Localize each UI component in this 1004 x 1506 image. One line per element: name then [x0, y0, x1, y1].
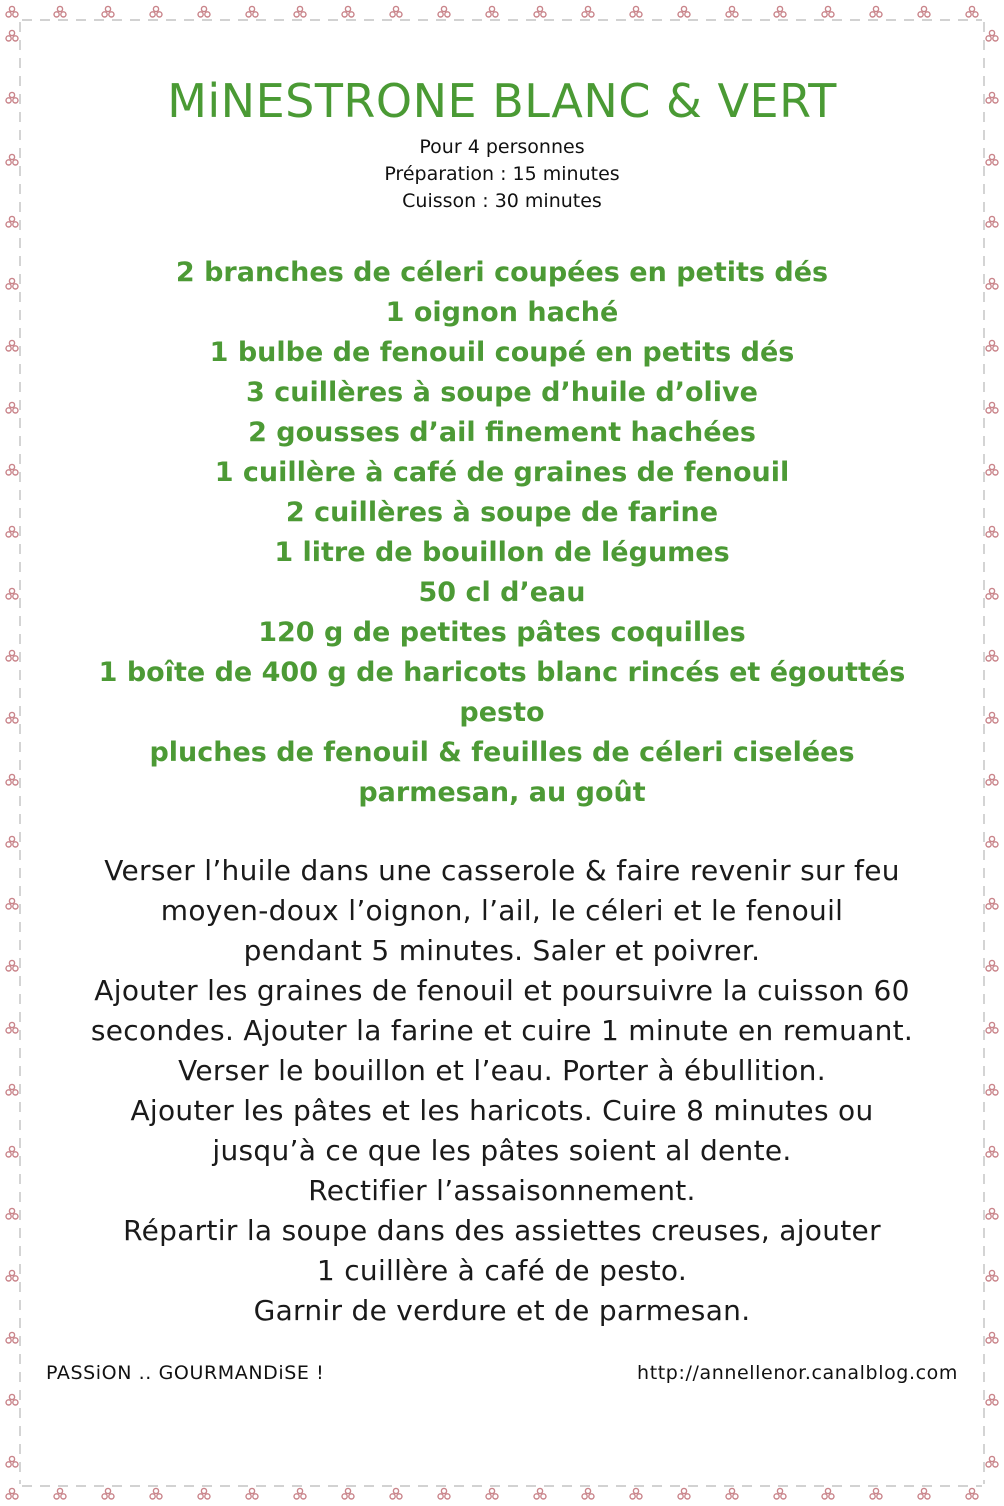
flower-cluster-icon [438, 1488, 450, 1499]
flower-cluster-icon [342, 1488, 354, 1499]
ingredients-list [40, 253, 964, 813]
step-line: Verser l’huile dans une casserole & faire revenir sur feu [104, 854, 900, 887]
flower-cluster-icon [150, 6, 162, 17]
step-line: Garnir de verdure et de parmesan. [253, 1294, 751, 1327]
step-line: Verser le bouillon et l’eau. Porter à ébullition. [178, 1054, 826, 1087]
recipe-card [40, 40, 964, 1466]
flower-cluster-icon [198, 6, 210, 17]
step-line: secondes. Ajouter la farine et cuire 1 minute en remuant. [90, 1014, 914, 1047]
flower-cluster-icon [986, 1270, 998, 1281]
flower-cluster-icon [774, 1488, 786, 1499]
flower-cluster-icon [774, 6, 786, 17]
flower-cluster-icon [6, 340, 18, 351]
flower-cluster-icon [986, 1146, 998, 1157]
flower-cluster-icon [986, 402, 998, 413]
flower-cluster-icon [6, 1208, 18, 1219]
blog-name: PASSiON .. GOURMANDiSE ! [46, 1362, 325, 1384]
flower-cluster-icon [6, 712, 18, 723]
servings-text: Pour 4 personnes [419, 136, 585, 158]
flower-cluster-icon [6, 154, 18, 165]
flower-cluster-icon [6, 1146, 18, 1157]
flower-cluster-icon [986, 712, 998, 723]
flower-cluster-icon [198, 1488, 210, 1499]
flower-cluster-icon [966, 1488, 978, 1499]
flower-cluster-icon [986, 464, 998, 475]
flower-cluster-icon [986, 960, 998, 971]
step-line: jusqu’à ce que les pâtes soient al dente. [212, 1134, 792, 1167]
ingredient-item: 2 gousses d’ail finement hachées [248, 417, 756, 448]
flower-cluster-icon [678, 6, 690, 17]
flower-cluster-icon [6, 1394, 18, 1405]
flower-cluster-icon [986, 92, 998, 103]
flower-cluster-icon [630, 1488, 642, 1499]
flower-cluster-icon [6, 526, 18, 537]
ingredient-item: 2 cuillères à soupe de farine [285, 497, 719, 528]
flower-cluster-icon [986, 526, 998, 537]
step-line: Rectifier l’assaisonnement. [308, 1174, 696, 1207]
flower-cluster-icon [726, 1488, 738, 1499]
flower-cluster-icon [986, 836, 998, 847]
flower-cluster-icon [102, 1488, 114, 1499]
flower-cluster-icon [294, 6, 306, 17]
recipe-title: MiNESTRONE BLANC & VERT [167, 74, 837, 128]
flower-cluster-icon [6, 836, 18, 847]
flower-cluster-icon [6, 92, 18, 103]
flower-cluster-icon [986, 1084, 998, 1095]
flower-cluster-icon [678, 1488, 690, 1499]
flower-cluster-icon [294, 1488, 306, 1499]
cooking-time: Cuisson : 30 minutes [402, 190, 602, 212]
flower-cluster-icon [246, 6, 258, 17]
flower-cluster-icon [486, 6, 498, 17]
flower-cluster-icon [102, 6, 114, 17]
flower-cluster-icon [870, 1488, 882, 1499]
flower-cluster-icon [582, 1488, 594, 1499]
flower-cluster-icon [534, 6, 546, 17]
flower-cluster-icon [582, 6, 594, 17]
ingredient-item: pluches de fenouil & feuilles de céleri ciselées [149, 737, 855, 768]
step-line: moyen-doux l’oignon, l’ail, le céleri et le fenouil [160, 894, 844, 927]
flower-cluster-icon [150, 1488, 162, 1499]
flower-cluster-icon [986, 588, 998, 599]
flower-cluster-icon [986, 650, 998, 661]
flower-cluster-icon [986, 30, 998, 41]
flower-cluster-icon [986, 1394, 998, 1405]
flower-cluster-icon [6, 402, 18, 413]
blog-url: http://annellenor.canalblog.com [637, 1362, 958, 1384]
flower-cluster-icon [246, 1488, 258, 1499]
ingredient-item: 2 branches de céleri coupées en petits dés [175, 257, 829, 288]
flower-cluster-icon [6, 216, 18, 227]
preparation-steps [40, 851, 964, 1331]
flower-cluster-icon [986, 1022, 998, 1033]
flower-cluster-icon [6, 960, 18, 971]
flower-cluster-icon [6, 650, 18, 661]
flower-cluster-icon [630, 6, 642, 17]
step-line: Ajouter les pâtes et les haricots. Cuire 8 minutes ou [130, 1094, 874, 1127]
flower-cluster-icon [6, 278, 18, 289]
flower-cluster-icon [486, 1488, 498, 1499]
flower-cluster-icon [986, 278, 998, 289]
flower-cluster-icon [986, 1456, 998, 1467]
flower-cluster-icon [6, 1270, 18, 1281]
ingredient-item: 1 bulbe de fenouil coupé en petits dés [209, 337, 795, 368]
flower-cluster-icon [6, 1456, 18, 1467]
flower-cluster-icon [6, 30, 18, 41]
recipe-meta [40, 134, 964, 215]
flower-cluster-icon [918, 6, 930, 17]
flower-cluster-icon [390, 6, 402, 17]
flower-cluster-icon [822, 6, 834, 17]
flower-cluster-icon [54, 6, 66, 17]
flower-cluster-icon [986, 898, 998, 909]
ingredient-item: 3 cuillères à soupe d’huile d’olive [246, 377, 758, 408]
flower-cluster-icon [390, 1488, 402, 1499]
flower-cluster-icon [986, 774, 998, 785]
step-line: Ajouter les graines de fenouil et poursuivre la cuisson 60 [94, 974, 910, 1007]
ingredient-item: pesto [459, 697, 545, 728]
flower-cluster-icon [918, 1488, 930, 1499]
ingredient-item: 120 g de petites pâtes coquilles [258, 617, 746, 648]
flower-cluster-icon [6, 1084, 18, 1095]
step-line: 1 cuillère à café de pesto. [316, 1254, 688, 1287]
flower-cluster-icon [6, 6, 18, 17]
ingredient-item: 50 cl d’eau [418, 577, 586, 608]
flower-cluster-icon [6, 588, 18, 599]
preparation-time: Préparation : 15 minutes [384, 163, 620, 185]
flower-cluster-icon [6, 464, 18, 475]
flower-cluster-icon [726, 6, 738, 17]
flower-cluster-icon [986, 340, 998, 351]
flower-cluster-icon [822, 1488, 834, 1499]
flower-cluster-icon [438, 6, 450, 17]
flower-cluster-icon [986, 154, 998, 165]
flower-cluster-icon [966, 6, 978, 17]
flower-cluster-icon [986, 1208, 998, 1219]
flower-cluster-icon [6, 1488, 18, 1499]
step-line: Répartir la soupe dans des assiettes creuses, ajouter [123, 1214, 881, 1247]
ingredient-item: parmesan, au goût [358, 777, 646, 808]
flower-cluster-icon [54, 1488, 66, 1499]
ingredient-item: 1 litre de bouillon de légumes [274, 537, 730, 568]
flower-cluster-icon [534, 1488, 546, 1499]
flower-cluster-icon [986, 216, 998, 227]
ingredient-item: 1 oignon haché [385, 297, 619, 328]
step-line: pendant 5 minutes. Saler et poivrer. [243, 934, 761, 967]
flower-cluster-icon [6, 898, 18, 909]
flower-cluster-icon [6, 774, 18, 785]
flower-cluster-icon [342, 6, 354, 17]
flower-cluster-icon [6, 1332, 18, 1343]
flower-cluster-icon [6, 1022, 18, 1033]
ingredient-item: 1 cuillère à café de graines de fenouil [214, 457, 790, 488]
flower-cluster-icon [870, 6, 882, 17]
ingredient-item: 1 boîte de 400 g de haricots blanc rincés et égouttés [98, 657, 906, 688]
flower-cluster-icon [986, 1332, 998, 1343]
